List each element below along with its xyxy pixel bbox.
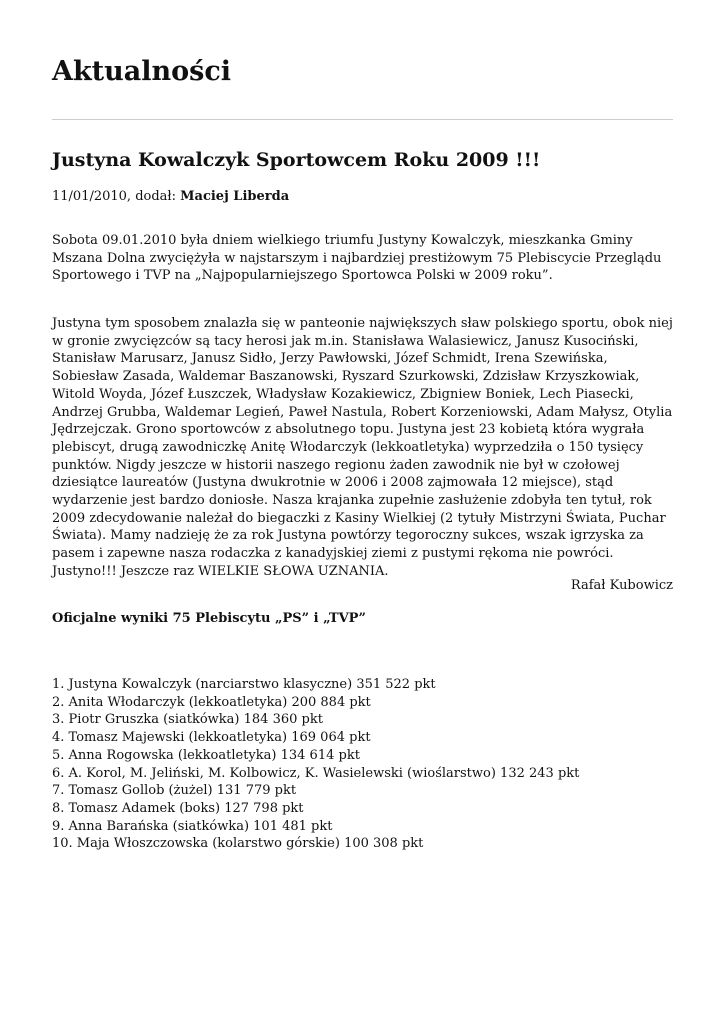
article-signature: Rafał Kubowicz xyxy=(570,578,673,593)
result-item: 6. A. Korol, M. Jeliński, M. Kolbowicz, K. Wasielewski (wioślarstwo) 132 243 pkt xyxy=(52,765,580,781)
result-item: 2. Anita Włodarczyk (lekkoatletyka) 200 884 pkt xyxy=(52,694,371,710)
article-paragraph-2: Justyna tym sposobem znalazła się w panteonie największych sław polskiego sportu, obok niej w gronie zwycięzców są tacy herosi jak m.in. Stanisława Walasiewicz, Janusz Kusociński, Stanisław Marusarz, Janusz Sidło, Jerzy Pawłowski, Józef Schmidt, Irena Szewińska, Sobiesław Zasada, Waldemar Baszanowski, Ryszard Szurkowski, Zdzisław Krzyszkowiak, Witold Woyda, Józef Łuszczek, Władysław Kozakiewicz, Zbigniew Boniek, Lech Piasecki, Andrzej Grubba, Waldemar Legień, Paweł Nastula, Robert Korzeniowski, Adam Małysz, Otylia Jędrzejczak. Grono sportowców z absolutnego topu. Justyna jest 23 kobietą która wygrała plebiscyt, drugą zawodniczkę Anitę Włodarczyk (lekkoatletyka) wyprzedziła o 150 tysięcy punktów. Nigdy jeszcze w historii naszego regionu żaden zawodnik nie był w czołowej dziesiątce laureatów (Justyna dwukrotnie w 2006 i 2008 zajmowała 12 miejsce), stąd wydarzenie jest bardzo doniosłe. Nasza krajanka zupełnie zasłużenie zdobyła ten tytuł, rok 2009 zdecydowanie należał do biegaczki z Kasiny Wielkiej (2 tytuły Mistrzyni Świata, Puchar Świata). Mamy nadzieję że za rok Justyna powtórzy tegoroczny sukces, wszak igrzyska za pasem i zapewne nasza rodaczka z kanadyjskiej ziemi z pustymi rękoma nie powróci. Justyno!!! Jeszcze raz WIELKIE SŁOWA UZNANIA. xyxy=(52,316,673,579)
article-date: 11/01/2010, dodał: xyxy=(52,189,181,204)
result-item: 1. Justyna Kowalczyk (narciarstwo klasyczne) 351 522 pkt xyxy=(52,677,436,692)
result-item: 4. Tomasz Majewski (lekkoatletyka) 169 064 pkt xyxy=(52,730,371,746)
result-item: 5. Anna Rogowska (lekkoatletyka) 134 614 pkt xyxy=(52,747,360,763)
results-heading: Oficjalne wyniki 75 Plebiscytu „PS” i „TVP” xyxy=(52,611,366,626)
results-list xyxy=(52,676,579,853)
article-meta xyxy=(52,188,289,206)
article-paragraph-1: Sobota 09.01.2010 była dniem wielkiego triumfu Justyny Kowalczyk, mieszkanka Gminy Mszana Dolna zwyciężyła w najstarszym i najbardziej prestiżowym 75 Plebiscycie Przeglądu Sportowego i TVP na „Najpopularniejszego Sportowca Polski w 2009 roku”. xyxy=(52,233,662,284)
result-item: 9. Anna Barańska (siatkówka) 101 481 pkt xyxy=(52,818,333,834)
title-divider xyxy=(52,119,673,120)
result-item: 3. Piotr Gruszka (siatkówka) 184 360 pkt xyxy=(52,712,323,728)
article-author: Maciej Liberda xyxy=(180,189,290,204)
result-item: 7. Tomasz Gollob (żużel) 131 779 pkt xyxy=(52,783,297,799)
result-item: 8. Tomasz Adamek (boks) 127 798 pkt xyxy=(52,800,304,816)
result-item: 10. Maja Włoszczowska (kolarstwo górskie) 100 308 pkt xyxy=(52,836,424,852)
page-title: Aktualności xyxy=(52,56,232,87)
article-title[interactable]: Justyna Kowalczyk Sportowcem Roku 2009 !!! xyxy=(52,149,541,171)
